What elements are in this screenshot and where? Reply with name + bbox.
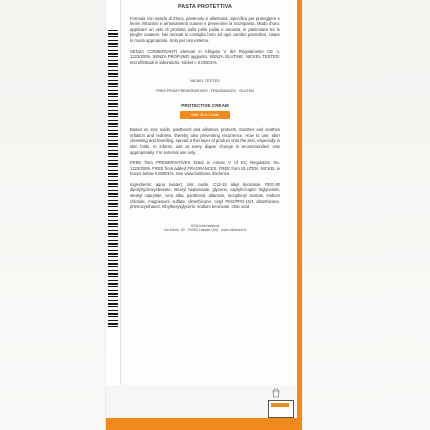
english-title: PROTECTIVE CREAM (181, 102, 229, 108)
orange-side-strip (297, 0, 302, 385)
product-box (106, 0, 302, 430)
company-name: ICIM International (190, 223, 220, 228)
orange-bottom-bar (106, 418, 302, 430)
zinc-oxide-badge: With Zinc Oxide (180, 111, 230, 119)
english-description: Based on zinc oxide, panthenol and allantoin, protects. Soothes and soothes irritation and redness, thereby also preventing recurrence. How to use: after cleansing and towelling, spread a thin layer of product onto the skin, especially in skin folds. In infants, use at every diaper change is recommended. Use appropriately. For external use only. (130, 127, 280, 155)
recycling-color-bar (271, 403, 289, 407)
company-address: Via Morsi, 90 · 20090 Lainate (MI) · www.bimbone.it (163, 228, 247, 233)
italian-description: Formula con ossido di Zinco, pantenolo e allantoina. Specifica per proteggere e lenire irritazioni e arrossamenti cutanei e prevenirne la ricomparsa. Modo d'uso: applicare un velo di prodotto sulla pelle pulita e asciutta, in particolare tra le pieghe cutanee. Nei neonati si consiglia l'uso ad ogni cambio pannolino. Usare in modo appropriato. Solo per uso esterno. (130, 15, 280, 43)
recycling-symbol-icon (268, 400, 294, 418)
ingredients-list: Ingredients: aqua (water), zinc oxide, C12-15 alkyl benzoate, PEG-30 dipolyhydroxystearate, stearyl heptanoate, glycerin, caprylic/capric triglyceride, stearyl caprylate, cera alba, panthenol, allantoin, tocopheryl acetate, sodium chloride, magnesium sulfate, dimethicone, cetyl PEG/PPG-10/1 dimethicone, phenoxyethanol, ethylhexylglycerin, sodium benzoate, citric acid. (130, 181, 280, 210)
orange-side-strip-bottom (297, 385, 302, 418)
company-info (130, 224, 280, 233)
barcode-icon (108, 30, 118, 330)
label-content (130, 5, 280, 233)
english-free-from: FREE from PRESERVATIVES listed in Annex V of EC Regulation No. 1223/2009. FREE from added FRAGRANCES. FREE from GLUTEN. NICKEL in traces below 0.00001%. See www.bimbone.it/scienza (130, 160, 280, 177)
nickel-tested-label: NICKEL TESTED (190, 79, 220, 84)
barcode-panel (106, 0, 121, 385)
free-from-line: FREE FROM PRESERVATIVES · FRAGRANCES · GLUTEN (156, 88, 254, 93)
italian-title: PASTA PROTETTIVA (177, 4, 233, 10)
pao-jar-icon (271, 388, 281, 398)
italian-free-from: SENZA CONSERVANTI elencati in Allegato V del Regolamento CE n. 1223/2009. SENZA PROFUMO aggiunto. SENZA GLUTINE. NICKEL TESTED: test effettuati in laboratorio. Nickel < 0,00001%. (130, 48, 280, 65)
